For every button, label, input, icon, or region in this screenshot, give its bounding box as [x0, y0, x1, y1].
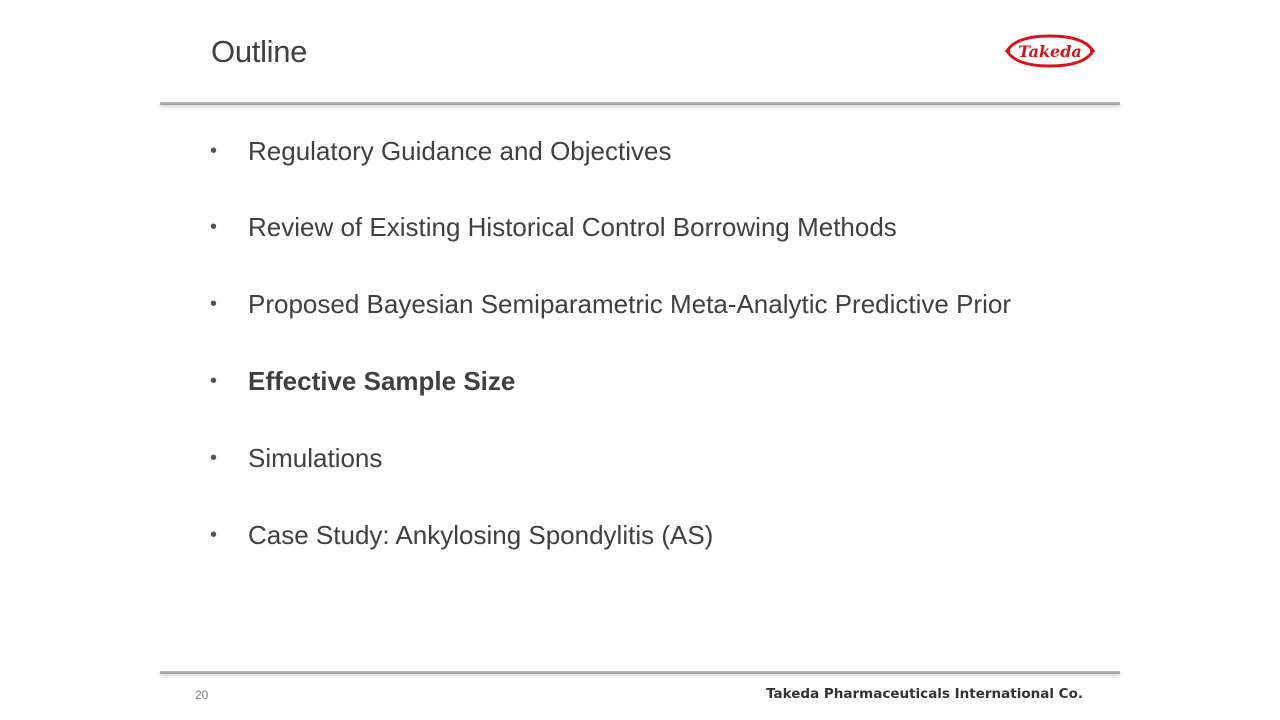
bullet: • [210, 523, 218, 546]
footer-company: Takeda Pharmaceuticals International Co. [766, 686, 1083, 702]
outline-item-label: Regulatory Guidance and Objectives [248, 135, 672, 166]
header-divider [160, 102, 1120, 105]
takeda-logo [1004, 34, 1096, 68]
page-number: 20 [195, 688, 209, 702]
bullet: • [210, 215, 218, 238]
bullet: • [210, 446, 218, 469]
footer-divider [160, 671, 1120, 674]
outline-item [210, 134, 671, 168]
logo-text: Takeda [1018, 42, 1082, 61]
outline-item-label: Case Study: Ankylosing Spondylitis (AS) [248, 519, 714, 550]
outline-item-current [210, 364, 515, 398]
outline-item [210, 518, 713, 552]
slide-title: Outline [211, 34, 308, 69]
bullet: • [210, 292, 218, 315]
bullet: • [210, 139, 218, 162]
bullet: • [210, 369, 218, 392]
outline-item-label: Effective Sample Size [248, 365, 516, 396]
outline-item [210, 287, 1011, 321]
outline-item-label: Simulations [248, 442, 383, 473]
outline-item-label: Review of Existing Historical Control Borrowing Methods [248, 211, 897, 242]
outline-item-label: Proposed Bayesian Semiparametric Meta-Analytic Predictive Prior [248, 288, 1011, 319]
outline-item [210, 441, 382, 475]
outline-item [210, 210, 897, 244]
